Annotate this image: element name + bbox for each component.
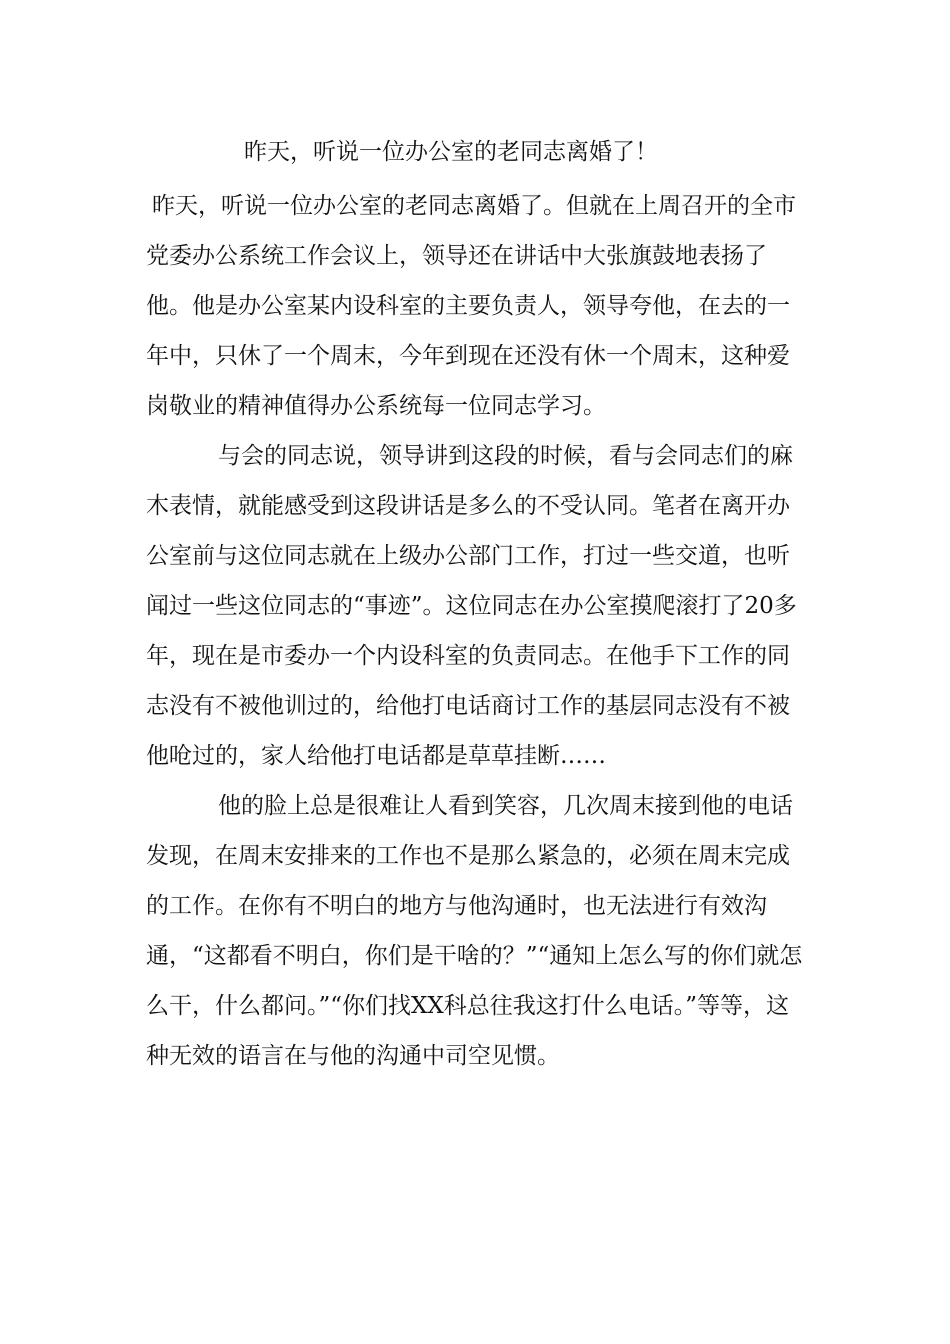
document-body xyxy=(146,181,812,1081)
paragraph-1: 昨天，听说一位办公室的老同志离婚了。但就在上周召开的全市党委办公系统工作会议上，领导还在讲话中大张旗鼓地表扬了他。他是办公室某内设科室的主要负责人，领导夸他，在去的一年中，只休了一个周末，今年到现在还没有休一个周末，这种爱岗敬业的精神值得办公系统每一位同志学习。 xyxy=(146,193,796,419)
paragraph-2: 与会的同志说，领导讲到这段的时候，看与会同志们的麻木表情，就能感受到这段讲话是多么的不受认同。笔者在离开办公室前与这位同志就在上级办公部门工作，打过一些交道，也听闻过一些这位同志的“事迹”。这位同志在办公室摸爬滚打了20多年，现在是市委办一个内设科室的负责同志。在他手下工作的同志没有不被他训过的，给他打电话商讨工作的基层同志没有不被他呛过的，家人给他打电话都是草草挂断…… xyxy=(146,443,797,769)
document-title: 昨天，听说一位办公室的老同志离婚了！ xyxy=(244,139,658,165)
paragraph-3: 他的脸上总是很难让人看到笑容，几次周末接到他的电话发现，在周末安排来的工作也不是那么紧急的，必须在周末完成的工作。在你有不明白的地方与他沟通时，也无法进行有效沟通，“这都看不明白，你们是干啥的？”“通知上怎么写的你们就怎么干，什么都问。”“你们找XX科总往我这打什么电话。”等等，这种无效的语言在与他的沟通中司空见惯。 xyxy=(146,793,803,1069)
